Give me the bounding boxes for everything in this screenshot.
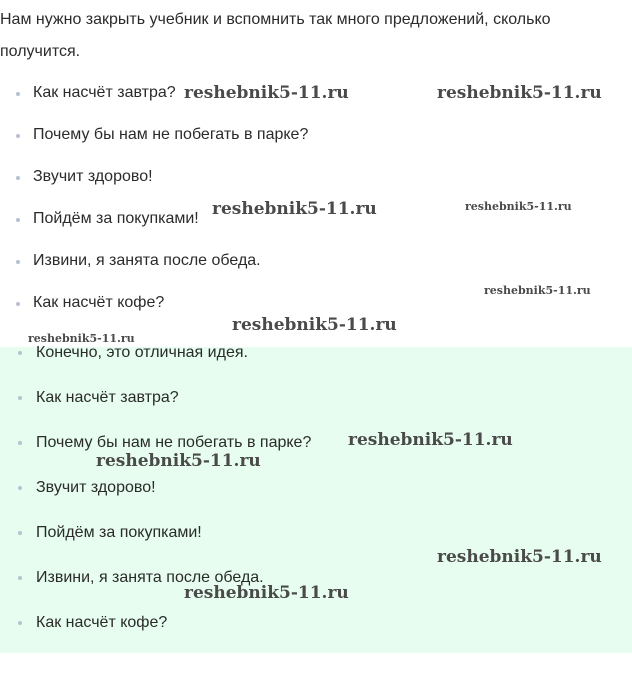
intro-text: Нам нужно закрыть учебник и вспомнить так много предложений, сколько получится. bbox=[0, 11, 551, 60]
list-item: Извини, я занята после обеда. bbox=[0, 555, 620, 600]
watermark: reshebnik5-11.ru bbox=[465, 200, 572, 213]
list-item: Как насчёт кофе? bbox=[0, 282, 620, 324]
watermark: reshebnik5-11.ru bbox=[437, 83, 602, 103]
list-item: Звучит здорово! bbox=[0, 465, 620, 510]
list-item: Как насчёт кофе? bbox=[0, 600, 620, 645]
watermark: reshebnik5-11.ru bbox=[348, 430, 513, 450]
watermark: reshebnik5-11.ru bbox=[437, 547, 602, 567]
watermark: reshebnik5-11.ru bbox=[212, 199, 377, 219]
list-item: Как насчёт завтра? bbox=[0, 72, 620, 114]
watermark: reshebnik5-11.ru bbox=[184, 83, 349, 103]
watermark: reshebnik5-11.ru bbox=[484, 284, 591, 297]
watermark: reshebnik5-11.ru bbox=[96, 451, 261, 471]
watermark: reshebnik5-11.ru bbox=[232, 315, 397, 335]
list-item: Конечно, это отличная идея. bbox=[0, 330, 620, 375]
list-item: Почему бы нам не побегать в парке? bbox=[0, 114, 620, 156]
list-item: Пойдём за покупками! bbox=[0, 510, 620, 555]
list-item: Пойдём за покупками! bbox=[0, 198, 620, 240]
list-item: Как насчёт завтра? bbox=[0, 375, 620, 420]
list-item: Извини, я занята после обеда. bbox=[0, 240, 620, 282]
watermark: reshebnik5-11.ru bbox=[28, 332, 135, 345]
list-item: Звучит здорово! bbox=[0, 156, 620, 198]
list-item: Почему бы нам не побегать в парке? bbox=[0, 420, 620, 465]
watermark: reshebnik5-11.ru bbox=[184, 583, 349, 603]
